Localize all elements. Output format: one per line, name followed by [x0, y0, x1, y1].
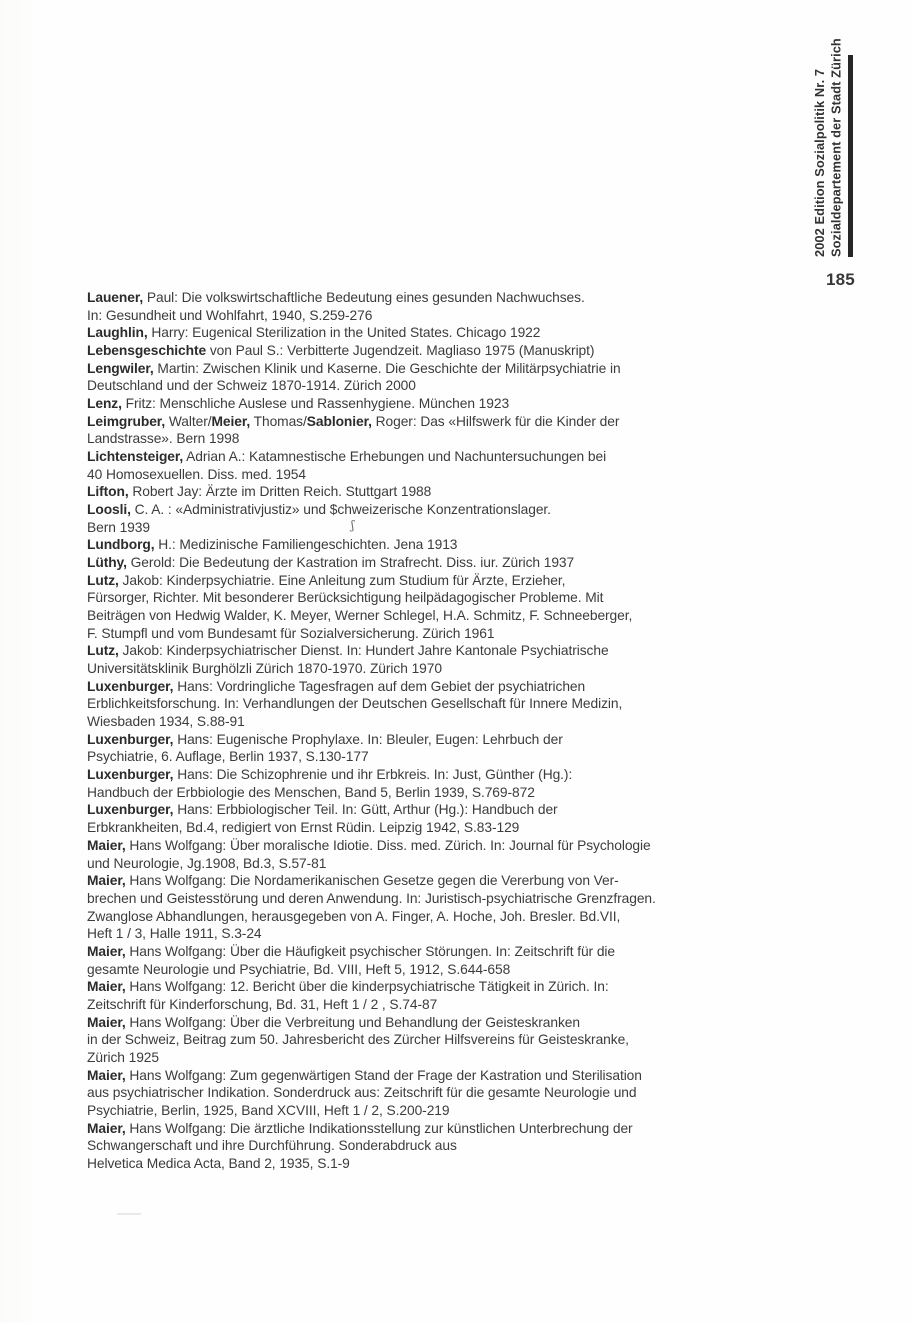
entry-text: Universitätsklinik Burghölzli Zürich 1870-1970. Zürich 1970: [87, 661, 442, 677]
entry-text: Landstrasse». Bern 1998: [87, 431, 240, 447]
entry-text: Hans: Erbbiologischer Teil. In: Gütt, Arthur (Hg.): Handbuch der: [173, 802, 558, 818]
author-name: Lengwiler,: [87, 360, 154, 376]
bibliography-line: [87, 819, 747, 837]
author-name: Lichtensteiger,: [87, 449, 184, 465]
entry-text: C. A. : «Administrativjustiz» und $chweizerische Konzentrationslager.: [130, 502, 551, 518]
author-name: Maier,: [87, 873, 126, 889]
entry-text: Roger: Das «Hilfswerk für die Kinder der: [371, 413, 620, 429]
bibliography-list: [87, 289, 747, 1173]
bibliography-line: [87, 377, 747, 395]
author-name: Leimgruber,: [87, 413, 166, 429]
sidebar-rule: [848, 55, 853, 257]
entry-text: Hans Wolfgang: Die ärztliche Indikationsstellung zur künstlichen Unterbrechung der: [125, 1120, 633, 1136]
bibliography-line: [87, 908, 747, 926]
bibliography-line: [87, 589, 747, 607]
author-name: Lauener,: [87, 290, 144, 305]
author-name: Maier,: [87, 1014, 126, 1030]
bibliography-line: [87, 466, 747, 484]
entry-text: Deutschland und der Schweiz 1870-1914. Zürich 2000: [87, 378, 416, 394]
bibliography-line: [87, 413, 747, 431]
entry-text: Robert Jay: Ärzte im Dritten Reich. Stuttgart 1988: [128, 484, 432, 500]
author-name: Lutz,: [87, 643, 119, 659]
bibliography-line: [87, 978, 747, 996]
bibliography-line: [87, 501, 747, 519]
entry-text: Handbuch der Erbbiologie des Menschen, Band 5, Berlin 1939, S.769-872: [87, 784, 535, 800]
bibliography-line: [87, 289, 747, 307]
bibliography-line: [87, 1014, 747, 1032]
edition-line-1: 2002 Edition Sozialpolitik Nr. 7: [812, 68, 827, 257]
entry-text: und Neurologie, Jg.1908, Bd.3, S.57-81: [87, 855, 327, 871]
entry-text: aus psychiatrischer Indikation. Sonderdruck aus: Zeitschrift für die gesamte Neurologie und: [87, 1085, 637, 1101]
author-name: Lebensgeschichte: [87, 343, 207, 359]
author-name: Luxenburger,: [87, 731, 174, 747]
entry-text: Jakob: Kinderpsychiatrischer Dienst. In: Hundert Jahre Kantonale Psychiatrische: [118, 643, 609, 659]
entry-text: in der Schweiz, Beitrag zum 50. Jahresbericht des Zürcher Hilfsvereins für Geisteskranke,: [87, 1032, 629, 1048]
entry-text: Zürich 1925: [87, 1049, 159, 1065]
entry-text: Hans: Eugenische Prophylaxe. In: Bleuler, Eugen: Lehrbuch der: [173, 731, 563, 747]
entry-text: Heft 1 / 3, Halle 1911, S.3-24: [87, 926, 262, 942]
entry-text: Erblichkeitsforschung. In: Verhandlungen der Deutschen Gesellschaft für Innere Medizin,: [87, 696, 623, 712]
entry-text: Schwangerschaft und ihre Durchführung. Sonderabdruck aus: [87, 1138, 457, 1154]
bibliography-line: [87, 925, 747, 943]
entry-text: Hans: Vordringliche Tagesfragen auf dem Gebiet der psychiatrichen: [173, 678, 586, 694]
entry-text: Hans: Die Schizophrenie und ihr Erbkreis. In: Just, Günther (Hg.):: [173, 767, 573, 783]
bibliography-line: [87, 307, 747, 325]
entry-text: In: Gesundheit und Wohlfahrt, 1940, S.259-276: [87, 307, 373, 323]
bibliography-line: [87, 536, 747, 554]
bibliography-line: [87, 660, 747, 678]
author-name: Maier,: [87, 1120, 126, 1136]
author-name: Lenz,: [87, 396, 122, 412]
edition-sidebar: [812, 38, 845, 257]
entry-text: Helvetica Medica Acta, Band 2, 1935, S.1-9: [87, 1155, 350, 1171]
bibliography-line: [87, 1084, 747, 1102]
bibliography-line: [87, 890, 747, 908]
entry-text: H.: Medizinische Familiengeschichten. Jena 1913: [154, 537, 458, 553]
entry-text: Thomas/: [250, 413, 307, 429]
bibliography-line: [87, 713, 747, 731]
bibliography-line: [87, 430, 747, 448]
bibliography-line: [87, 695, 747, 713]
entry-text: F. Stumpfl und vom Bundesamt für Sozialversicherung. Zürich 1961: [87, 625, 495, 641]
author-name: Luxenburger,: [87, 767, 174, 783]
author-name: Loosli,: [87, 502, 131, 518]
entry-text: Gerold: Die Bedeutung der Kastration im Strafrecht. Diss. iur. Zürich 1937: [126, 555, 575, 571]
bibliography-line: [87, 837, 747, 855]
entry-text: Harry: Eugenical Sterilization in the United States. Chicago 1922: [147, 325, 541, 341]
entry-text: Bern 1939: [87, 519, 150, 535]
bibliography-line: [87, 943, 747, 961]
bibliography-line: [87, 1049, 747, 1067]
entry-text: Paul: Die volkswirtschaftliche Bedeutung eines gesunden Nachwuchses.: [143, 290, 585, 305]
entry-text: brechen und Geistesstörung und deren Anwendung. In: Juristisch-psychiatrische Grenzfragen.: [87, 890, 656, 906]
entry-text: Adrian A.: Katamnestische Erhebungen und Nachuntersuchungen bei: [183, 449, 607, 465]
bibliography-line: [87, 961, 747, 979]
author-name: Luxenburger,: [87, 802, 174, 818]
author-name: Lundborg,: [87, 537, 155, 553]
stray-mark: ʃ: [351, 518, 355, 532]
entry-text: Fritz: Menschliche Auslese und Rassenhygiene. München 1923: [121, 396, 510, 412]
entry-text: Zwanglose Abhandlungen, herausgegeben von A. Finger, A. Hoche, Joh. Bresler. Bd.VII,: [87, 908, 621, 924]
bibliography-line: [87, 766, 747, 784]
entry-text: Wiesbaden 1934, S.88-91: [87, 714, 245, 730]
entry-text: Hans Wolfgang: Die Nordamerikanischen Gesetze gegen die Vererbung von Ver-: [125, 873, 619, 889]
bibliography-line: [87, 554, 747, 572]
bibliography-line: [87, 855, 747, 873]
author-name: Maier,: [87, 979, 126, 995]
bibliography-line: [87, 748, 747, 766]
bibliography-line: [87, 784, 747, 802]
entry-text: Hans Wolfgang: Über moralische Idiotie. Diss. med. Zürich. In: Journal für Psychologie: [125, 837, 651, 853]
entry-text: Psychiatrie, 6. Auflage, Berlin 1937, S.130-177: [87, 749, 369, 765]
author-name: Maier,: [87, 943, 126, 959]
bibliography-line: [87, 678, 747, 696]
edition-line-2: Sozialdepartement der Stadt Zürich: [828, 38, 844, 257]
entry-text: Fürsorger, Richter. Mit besonderer Berücksichtigung heilpädagogischer Probleme. Mit: [87, 590, 604, 606]
entry-text: Psychiatrie, Berlin, 1925, Band XCVIII, Heft 1 / 2, S.200-219: [87, 1102, 450, 1118]
bibliography-line: [87, 625, 747, 643]
bibliography-line: [87, 1102, 747, 1120]
bibliography-line: [87, 872, 747, 890]
bibliography-line: [87, 801, 747, 819]
author-name: Laughlin,: [87, 325, 148, 341]
bibliography-line: [87, 572, 747, 590]
entry-text: Erbkrankheiten, Bd.4, redigiert von Ernst Rüdin. Leipzig 1942, S.83-129: [87, 820, 520, 836]
bibliography-line: [87, 1031, 747, 1049]
author-name: Maier,: [87, 1067, 126, 1083]
author-name: Lüthy,: [87, 555, 127, 571]
author-name: Sablonier,: [306, 413, 372, 429]
entry-text: 40 Homosexuellen. Diss. med. 1954: [87, 466, 306, 482]
author-name: Luxenburger,: [87, 678, 174, 694]
author-name: Lifton,: [87, 484, 129, 500]
bibliography-line: [87, 483, 747, 501]
bibliography-line: [87, 360, 747, 378]
bibliography-line: [87, 519, 747, 537]
page-number: 185: [826, 270, 855, 289]
bibliography-line: [87, 324, 747, 342]
entry-text: Hans Wolfgang: Über die Verbreitung und Behandlung der Geisteskranken: [125, 1014, 580, 1030]
bibliography-line: [87, 395, 747, 413]
entry-text: gesamte Neurologie und Psychiatrie, Bd. VIII, Heft 5, 1912, S.644-658: [87, 961, 511, 977]
entry-text: Hans Wolfgang: 12. Bericht über die kinderpsychiatrische Tätigkeit in Zürich. In:: [125, 979, 609, 995]
bibliography-line: [87, 448, 747, 466]
entry-text: Walter/: [165, 413, 212, 429]
bibliography-line: [87, 342, 747, 360]
author-name: Maier,: [87, 837, 126, 853]
bibliography-line: [87, 731, 747, 749]
bibliography-line: [87, 1067, 747, 1085]
entry-text: Zeitschrift für Kinderforschung, Bd. 31, Heft 1 / 2 , S.74-87: [87, 996, 438, 1012]
entry-text: Hans Wolfgang: Über die Häufigkeit psychischer Störungen. In: Zeitschrift für die: [125, 943, 615, 959]
author-name: Meier,: [211, 413, 251, 429]
author-name: Lutz,: [87, 572, 119, 588]
entry-text: Martin: Zwischen Klinik und Kaserne. Die Geschichte der Militärpsychiatrie in: [153, 360, 621, 376]
entry-text: von Paul S.: Verbitterte Jugendzeit. Magliaso 1975 (Manuskript): [206, 343, 595, 359]
entry-text: Beiträgen von Hedwig Walder, K. Meyer, Werner Schlegel, H.A. Schmitz, F. Schneeberger,: [87, 608, 633, 624]
bibliography-line: [87, 1155, 747, 1173]
bibliography-line: [87, 996, 747, 1014]
bibliography-line: [87, 642, 747, 660]
entry-text: Hans Wolfgang: Zum gegenwärtigen Stand der Frage der Kastration und Sterilisation: [125, 1067, 642, 1083]
bibliography-line: [87, 1120, 747, 1138]
bibliography-line: [87, 607, 747, 625]
entry-text: Jakob: Kinderpsychiatrie. Eine Anleitung zum Studium für Ärzte, Erzieher,: [118, 572, 566, 588]
faint-scan-mark: [117, 1213, 141, 1215]
bibliography-line: [87, 1137, 747, 1155]
